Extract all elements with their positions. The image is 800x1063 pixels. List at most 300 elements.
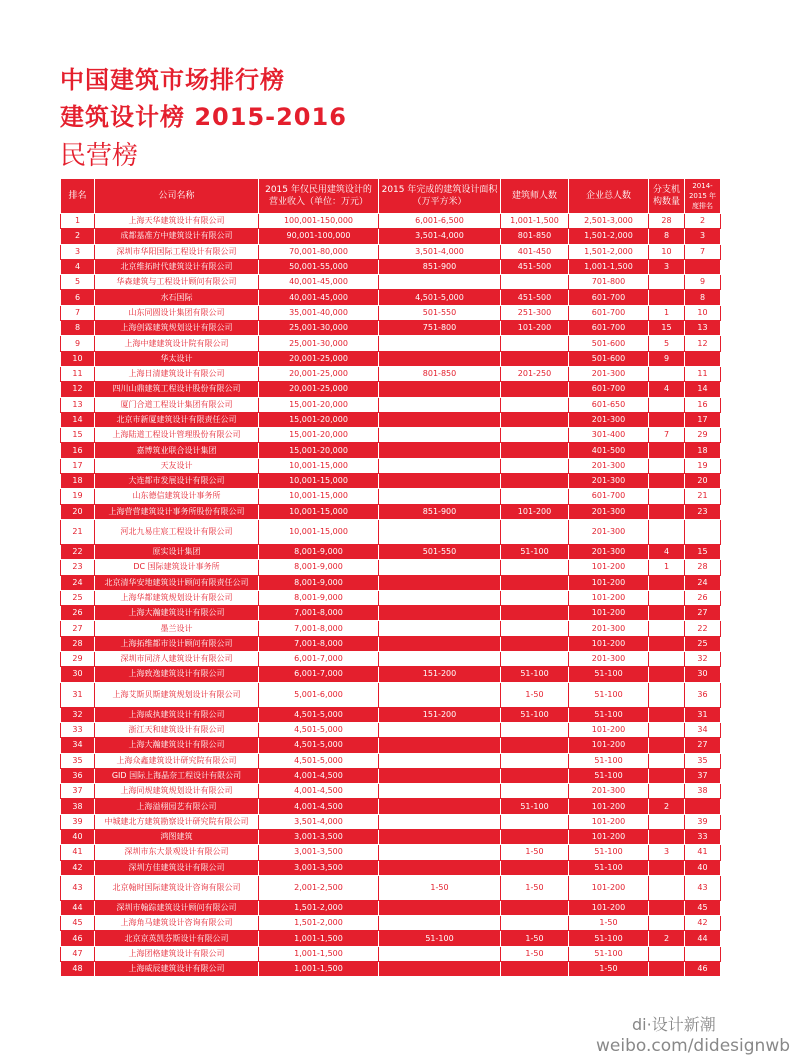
- cell-revenue: 4,001-4,500: [259, 768, 379, 783]
- cell-area: 151-200: [379, 707, 501, 722]
- cell-rank: 35: [61, 753, 95, 768]
- cell-architects: 101-200: [501, 321, 569, 336]
- cell-company: 中城建北方建筑勘察设计研究院有限公司: [95, 814, 259, 829]
- cell-branches: [649, 784, 685, 799]
- cell-company: 华太设计: [95, 351, 259, 366]
- cell-revenue: 4,501-5,000: [259, 707, 379, 722]
- cell-staff: 1-50: [569, 962, 649, 977]
- cell-revenue: 15,001-20,000: [259, 412, 379, 427]
- table-row: [61, 900, 721, 915]
- cell-rank: 29: [61, 652, 95, 667]
- cell-revenue: 6,001-7,000: [259, 667, 379, 682]
- cell-revenue: 40,001-45,000: [259, 290, 379, 305]
- cell-branches: 2: [649, 931, 685, 946]
- cell-area: 801-850: [379, 366, 501, 381]
- cell-architects: 51-100: [501, 667, 569, 682]
- table-row: [61, 443, 721, 458]
- cell-company: 大连都市发展设计有限公司: [95, 474, 259, 489]
- table-row: [61, 753, 721, 768]
- cell-staff: 601-700: [569, 290, 649, 305]
- cell-rank: 25: [61, 590, 95, 605]
- cell-revenue: 1,501-2,000: [259, 900, 379, 915]
- cell-company: GID 国际上海晶奈工程设计有限公司: [95, 768, 259, 783]
- cell-branches: 5: [649, 336, 685, 351]
- cell-company: 北京清华安地建筑设计顾问有限责任公司: [95, 575, 259, 590]
- cell-rank: 34: [61, 738, 95, 753]
- cell-area: [379, 799, 501, 814]
- cell-architects: [501, 351, 569, 366]
- cell-branches: 1: [649, 560, 685, 575]
- cell-company: 成都基准方中建筑设计有限公司: [95, 229, 259, 244]
- cell-area: [379, 845, 501, 860]
- cell-prev-rank: 20: [685, 474, 721, 489]
- cell-architects: [501, 519, 569, 544]
- cell-company: 天友设计: [95, 458, 259, 473]
- cell-prev-rank: 11: [685, 366, 721, 381]
- cell-staff: 201-300: [569, 621, 649, 636]
- header-staff: 企业总人数: [569, 179, 649, 214]
- cell-area: [379, 621, 501, 636]
- cell-rank: 30: [61, 667, 95, 682]
- cell-branches: [649, 443, 685, 458]
- cell-prev-rank: 43: [685, 875, 721, 900]
- table-row: [61, 382, 721, 397]
- cell-branches: [649, 504, 685, 519]
- cell-area: [379, 738, 501, 753]
- table-row: [61, 799, 721, 814]
- cell-architects: [501, 738, 569, 753]
- cell-architects: 401-450: [501, 244, 569, 259]
- cell-company: 山东德信建筑设计事务所: [95, 489, 259, 504]
- cell-staff: 51-100: [569, 682, 649, 707]
- cell-staff: 201-300: [569, 504, 649, 519]
- table-row: [61, 845, 721, 860]
- cell-prev-rank: 45: [685, 900, 721, 915]
- ranking-table: [60, 178, 721, 977]
- cell-revenue: 3,501-4,000: [259, 814, 379, 829]
- table-row: [61, 321, 721, 336]
- cell-revenue: 7,001-8,000: [259, 621, 379, 636]
- cell-branches: [649, 474, 685, 489]
- table-row: [61, 768, 721, 783]
- cell-architects: [501, 474, 569, 489]
- cell-branches: [649, 667, 685, 682]
- cell-branches: [649, 290, 685, 305]
- cell-area: [379, 382, 501, 397]
- cell-staff: 101-200: [569, 900, 649, 915]
- cell-staff: 51-100: [569, 753, 649, 768]
- cell-branches: 9: [649, 351, 685, 366]
- cell-area: 151-200: [379, 667, 501, 682]
- cell-revenue: 5,001-6,000: [259, 682, 379, 707]
- cell-architects: 251-300: [501, 305, 569, 320]
- cell-area: [379, 682, 501, 707]
- cell-rank: 32: [61, 707, 95, 722]
- cell-company: 上海大瀚建筑设计有限公司: [95, 606, 259, 621]
- cell-prev-rank: 27: [685, 606, 721, 621]
- cell-prev-rank: 30: [685, 667, 721, 682]
- cell-staff: 201-300: [569, 519, 649, 544]
- cell-company: 墨兰设计: [95, 621, 259, 636]
- cell-prev-rank: 22: [685, 621, 721, 636]
- cell-prev-rank: 21: [685, 489, 721, 504]
- cell-area: [379, 458, 501, 473]
- cell-revenue: 100,001-150,000: [259, 214, 379, 229]
- cell-rank: 15: [61, 428, 95, 443]
- cell-area: [379, 590, 501, 605]
- cell-prev-rank: 44: [685, 931, 721, 946]
- cell-rank: 13: [61, 397, 95, 412]
- table-row: [61, 290, 721, 305]
- cell-company: 上海角马建筑设计咨询有限公司: [95, 916, 259, 931]
- cell-architects: [501, 489, 569, 504]
- cell-area: 501-550: [379, 305, 501, 320]
- cell-rank: 47: [61, 946, 95, 961]
- table-row: [61, 560, 721, 575]
- cell-rank: 28: [61, 636, 95, 651]
- cell-company: 上海众鑫建筑设计研究院有限公司: [95, 753, 259, 768]
- cell-revenue: 10,001-15,000: [259, 458, 379, 473]
- cell-prev-rank: 19: [685, 458, 721, 473]
- cell-revenue: 8,001-9,000: [259, 590, 379, 605]
- table-row: [61, 875, 721, 900]
- cell-area: [379, 768, 501, 783]
- table-row: [61, 962, 721, 977]
- cell-architects: 801-850: [501, 229, 569, 244]
- cell-staff: 101-200: [569, 590, 649, 605]
- cell-area: [379, 575, 501, 590]
- cell-prev-rank: 10: [685, 305, 721, 320]
- cell-rank: 46: [61, 931, 95, 946]
- table-row: [61, 606, 721, 621]
- cell-area: [379, 753, 501, 768]
- cell-architects: [501, 636, 569, 651]
- cell-company: 上海威辰建筑设计有限公司: [95, 962, 259, 977]
- cell-prev-rank: 46: [685, 962, 721, 977]
- cell-revenue: 7,001-8,000: [259, 636, 379, 651]
- cell-architects: 1-50: [501, 946, 569, 961]
- cell-prev-rank: 27: [685, 738, 721, 753]
- cell-architects: [501, 382, 569, 397]
- table-row: [61, 412, 721, 427]
- table-row: [61, 259, 721, 274]
- cell-area: [379, 722, 501, 737]
- cell-staff: 51-100: [569, 931, 649, 946]
- cell-staff: 601-700: [569, 489, 649, 504]
- header-revenue: 2015 年仅民用建筑设计的营业收入（单位：万元）: [259, 179, 379, 214]
- cell-architects: [501, 428, 569, 443]
- cell-branches: 4: [649, 544, 685, 559]
- cell-prev-rank: 15: [685, 544, 721, 559]
- cell-architects: [501, 275, 569, 290]
- cell-rank: 17: [61, 458, 95, 473]
- cell-staff: 301-400: [569, 428, 649, 443]
- cell-branches: 1: [649, 305, 685, 320]
- cell-branches: [649, 814, 685, 829]
- cell-company: 嘉博筑业联合设计集团: [95, 443, 259, 458]
- cell-architects: [501, 722, 569, 737]
- cell-area: [379, 519, 501, 544]
- cell-company: 上海团格建筑设计有限公司: [95, 946, 259, 961]
- cell-rank: 10: [61, 351, 95, 366]
- cell-area: [379, 860, 501, 875]
- cell-branches: [649, 753, 685, 768]
- cell-revenue: 3,001-3,500: [259, 845, 379, 860]
- cell-revenue: 25,001-30,000: [259, 321, 379, 336]
- cell-architects: [501, 443, 569, 458]
- cell-staff: 201-300: [569, 412, 649, 427]
- cell-branches: [649, 275, 685, 290]
- cell-area: [379, 636, 501, 651]
- cell-branches: 15: [649, 321, 685, 336]
- cell-prev-rank: 41: [685, 845, 721, 860]
- cell-area: 3,501-4,000: [379, 229, 501, 244]
- cell-staff: 2,501-3,000: [569, 214, 649, 229]
- cell-company: 四川山鼎建筑工程设计股份有限公司: [95, 382, 259, 397]
- cell-staff: 101-200: [569, 875, 649, 900]
- cell-staff: 1-50: [569, 916, 649, 931]
- cell-rank: 20: [61, 504, 95, 519]
- cell-company: 上海大瀚建筑设计有限公司: [95, 738, 259, 753]
- cell-area: [379, 351, 501, 366]
- cell-rank: 43: [61, 875, 95, 900]
- cell-rank: 5: [61, 275, 95, 290]
- cell-rank: 44: [61, 900, 95, 915]
- cell-branches: 4: [649, 382, 685, 397]
- cell-staff: 201-300: [569, 474, 649, 489]
- table-row: [61, 214, 721, 229]
- header-company: 公司名称: [95, 179, 259, 214]
- cell-prev-rank: 34: [685, 722, 721, 737]
- cell-rank: 3: [61, 244, 95, 259]
- table-row: [61, 305, 721, 320]
- cell-rank: 24: [61, 575, 95, 590]
- cell-architects: [501, 575, 569, 590]
- cell-company: 北京京英凯芬斯设计有限公司: [95, 931, 259, 946]
- header-prev-rank: 2014-2015 年度排名: [685, 179, 721, 214]
- cell-company: 厦门合道工程设计集团有限公司: [95, 397, 259, 412]
- table-row: [61, 397, 721, 412]
- cell-area: 3,501-4,000: [379, 244, 501, 259]
- cell-staff: 101-200: [569, 814, 649, 829]
- cell-revenue: 10,001-15,000: [259, 474, 379, 489]
- cell-company: 水石国际: [95, 290, 259, 305]
- cell-prev-rank: 25: [685, 636, 721, 651]
- cell-architects: [501, 621, 569, 636]
- cell-rank: 23: [61, 560, 95, 575]
- table-row: [61, 916, 721, 931]
- cell-rank: 45: [61, 916, 95, 931]
- cell-prev-rank: 28: [685, 560, 721, 575]
- cell-prev-rank: 37: [685, 768, 721, 783]
- header-architects: 建筑师人数: [501, 179, 569, 214]
- table-row: [61, 336, 721, 351]
- cell-architects: [501, 753, 569, 768]
- cell-staff: 601-700: [569, 305, 649, 320]
- cell-rank: 21: [61, 519, 95, 544]
- cell-rank: 8: [61, 321, 95, 336]
- table-row: [61, 428, 721, 443]
- cell-area: [379, 784, 501, 799]
- cell-prev-rank: 36: [685, 682, 721, 707]
- cell-rank: 27: [61, 621, 95, 636]
- cell-staff: 201-300: [569, 784, 649, 799]
- table-row: [61, 682, 721, 707]
- cell-revenue: 1,001-1,500: [259, 946, 379, 961]
- cell-architects: [501, 900, 569, 915]
- cell-branches: 8: [649, 229, 685, 244]
- cell-revenue: 8,001-9,000: [259, 575, 379, 590]
- cell-architects: 1-50: [501, 682, 569, 707]
- cell-revenue: 35,001-40,000: [259, 305, 379, 320]
- cell-company: 上海华都建筑规划设计有限公司: [95, 590, 259, 605]
- cell-prev-rank: 7: [685, 244, 721, 259]
- cell-architects: 451-500: [501, 290, 569, 305]
- cell-revenue: 90,001-100,000: [259, 229, 379, 244]
- cell-architects: [501, 829, 569, 844]
- cell-branches: [649, 397, 685, 412]
- cell-prev-rank: [685, 799, 721, 814]
- table-row: [61, 946, 721, 961]
- cell-company: 上海创霖建筑规划设计有限公司: [95, 321, 259, 336]
- cell-rank: 7: [61, 305, 95, 320]
- cell-staff: 51-100: [569, 667, 649, 682]
- cell-prev-rank: 18: [685, 443, 721, 458]
- cell-rank: 22: [61, 544, 95, 559]
- cell-branches: [649, 768, 685, 783]
- header-branches: 分支机构数量: [649, 179, 685, 214]
- cell-architects: [501, 916, 569, 931]
- cell-company: 华森建筑与工程设计顾问有限公司: [95, 275, 259, 290]
- cell-branches: [649, 860, 685, 875]
- cell-architects: 1-50: [501, 875, 569, 900]
- cell-area: 851-900: [379, 504, 501, 519]
- cell-area: [379, 962, 501, 977]
- cell-revenue: 8,001-9,000: [259, 560, 379, 575]
- cell-revenue: 1,001-1,500: [259, 931, 379, 946]
- cell-revenue: 50,001-55,000: [259, 259, 379, 274]
- cell-rank: 33: [61, 722, 95, 737]
- cell-architects: 51-100: [501, 707, 569, 722]
- cell-revenue: 4,501-5,000: [259, 722, 379, 737]
- cell-prev-rank: 14: [685, 382, 721, 397]
- cell-branches: [649, 962, 685, 977]
- cell-prev-rank: 13: [685, 321, 721, 336]
- cell-revenue: 10,001-15,000: [259, 489, 379, 504]
- cell-company: 上海陆道工程设计管理股份有限公司: [95, 428, 259, 443]
- cell-rank: 31: [61, 682, 95, 707]
- cell-prev-rank: 12: [685, 336, 721, 351]
- cell-branches: [649, 590, 685, 605]
- cell-area: [379, 814, 501, 829]
- cell-branches: [649, 606, 685, 621]
- watermark-url: weibo.com/didesignwb: [596, 1036, 791, 1056]
- cell-area: [379, 916, 501, 931]
- cell-architects: [501, 784, 569, 799]
- cell-area: [379, 474, 501, 489]
- cell-prev-rank: 9: [685, 275, 721, 290]
- cell-revenue: 20,001-25,000: [259, 382, 379, 397]
- cell-company: 鸿图建筑: [95, 829, 259, 844]
- cell-area: [379, 336, 501, 351]
- cell-staff: 201-300: [569, 366, 649, 381]
- cell-architects: [501, 412, 569, 427]
- table-row: [61, 667, 721, 682]
- table-header-row: [61, 179, 721, 214]
- cell-branches: [649, 489, 685, 504]
- cell-staff: 51-100: [569, 845, 649, 860]
- cell-staff: 1,501-2,000: [569, 229, 649, 244]
- cell-company: 上海艾斯贝斯建筑规划设计有限公司: [95, 682, 259, 707]
- cell-prev-rank: 31: [685, 707, 721, 722]
- cell-company: 上海营营建筑设计事务所股份有限公司: [95, 504, 259, 519]
- cell-revenue: 7,001-8,000: [259, 606, 379, 621]
- cell-architects: 451-500: [501, 259, 569, 274]
- cell-branches: [649, 738, 685, 753]
- table-row: [61, 784, 721, 799]
- cell-branches: [649, 875, 685, 900]
- cell-rank: 9: [61, 336, 95, 351]
- cell-staff: 401-500: [569, 443, 649, 458]
- cell-area: [379, 412, 501, 427]
- table-row: [61, 722, 721, 737]
- cell-architects: [501, 560, 569, 575]
- cell-area: [379, 946, 501, 961]
- cell-revenue: 4,001-4,500: [259, 784, 379, 799]
- cell-staff: 501-600: [569, 336, 649, 351]
- cell-area: 751-800: [379, 321, 501, 336]
- cell-staff: 101-200: [569, 829, 649, 844]
- cell-area: 501-550: [379, 544, 501, 559]
- cell-architects: 1-50: [501, 845, 569, 860]
- cell-area: [379, 443, 501, 458]
- cell-branches: [649, 412, 685, 427]
- cell-revenue: 2,001-2,500: [259, 875, 379, 900]
- cell-revenue: 6,001-7,000: [259, 652, 379, 667]
- cell-architects: [501, 590, 569, 605]
- cell-revenue: 15,001-20,000: [259, 428, 379, 443]
- cell-branches: [649, 722, 685, 737]
- cell-prev-rank: 17: [685, 412, 721, 427]
- cell-company: 山东同圆设计集团有限公司: [95, 305, 259, 320]
- cell-rank: 19: [61, 489, 95, 504]
- cell-architects: 51-100: [501, 544, 569, 559]
- table-row: [61, 621, 721, 636]
- cell-branches: 10: [649, 244, 685, 259]
- cell-rank: 38: [61, 799, 95, 814]
- cell-rank: 16: [61, 443, 95, 458]
- cell-branches: [649, 652, 685, 667]
- cell-company: 深圳市同济人建筑设计有限公司: [95, 652, 259, 667]
- cell-revenue: 40,001-45,000: [259, 275, 379, 290]
- cell-prev-rank: 38: [685, 784, 721, 799]
- cell-rank: 11: [61, 366, 95, 381]
- table-row: [61, 575, 721, 590]
- cell-revenue: 4,501-5,000: [259, 753, 379, 768]
- cell-staff: 101-200: [569, 738, 649, 753]
- cell-prev-rank: [685, 946, 721, 961]
- table-row: [61, 590, 721, 605]
- cell-branches: 2: [649, 799, 685, 814]
- cell-company: 北京维拓时代建筑设计有限公司: [95, 259, 259, 274]
- cell-prev-rank: [685, 519, 721, 544]
- cell-revenue: 1,501-2,000: [259, 916, 379, 931]
- cell-branches: [649, 621, 685, 636]
- cell-staff: 101-200: [569, 575, 649, 590]
- cell-company: 浙江天和建筑设计有限公司: [95, 722, 259, 737]
- cell-prev-rank: 3: [685, 229, 721, 244]
- cell-architects: 101-200: [501, 504, 569, 519]
